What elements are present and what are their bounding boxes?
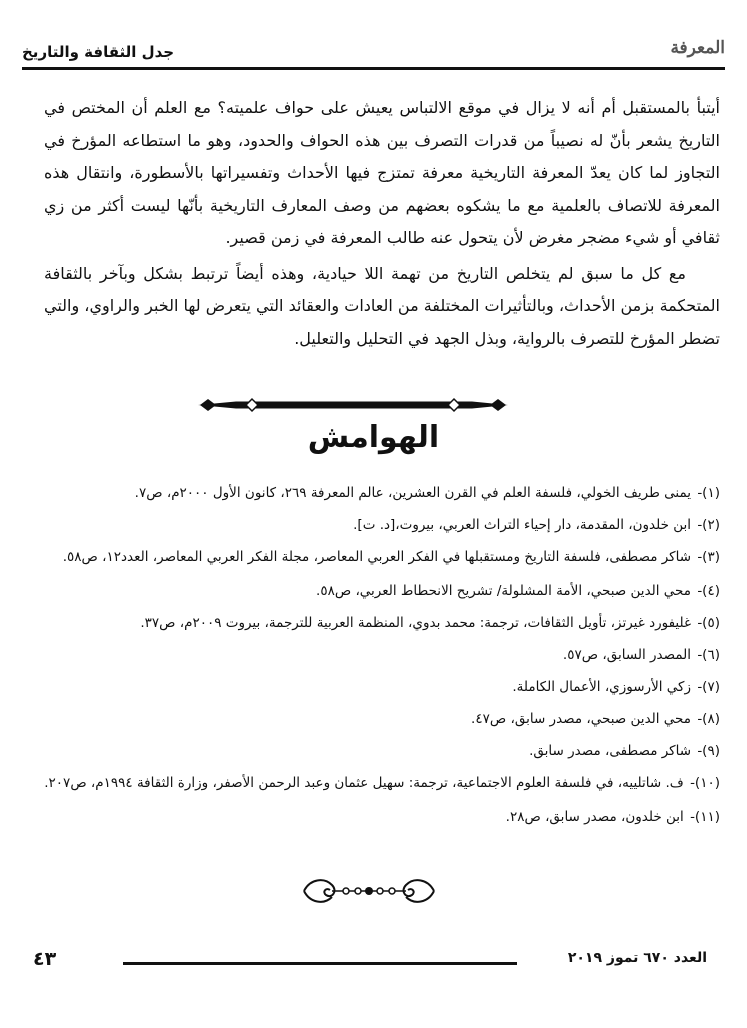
footnote-number: (١١)- bbox=[690, 809, 720, 825]
footnote-text: المصدر السابق، ص٥٧. bbox=[562, 647, 692, 663]
closing-ornament bbox=[296, 873, 442, 909]
footnote-item bbox=[38, 770, 720, 796]
section-divider-ornament bbox=[196, 393, 510, 417]
footnote-item bbox=[38, 642, 720, 668]
footnote-item bbox=[38, 674, 720, 700]
footnote-number: (٣)- bbox=[697, 549, 720, 565]
footnote-number: (١٠)- bbox=[690, 775, 720, 791]
footnote-text: ف. شاتلييه، في فلسفة العلوم الاجتماعية، ترجمة: سهيل عثمان وعبد الرحمن الأصفر، وزارة الثقافة ١٩٩٤م، ص٢٠٧. bbox=[44, 775, 684, 791]
footnote-item bbox=[38, 706, 720, 732]
magazine-logo: المعرفة bbox=[670, 38, 725, 58]
footnote-number: (٧)- bbox=[697, 679, 720, 695]
footnote-item bbox=[38, 480, 720, 506]
footer-rule bbox=[123, 962, 517, 965]
footnotes-list bbox=[38, 480, 720, 836]
footnote-number: (١)- bbox=[697, 485, 720, 501]
body-paragraph-2: مع كل ما سبق لم يتخلص التاريخ من تهمة اللا حيادية، وهذه أيضاً ترتبط بشكل وبآخر بالثقافة المتحكمة بزمن الأحداث، وبالتأثيرات المختلفة من العادات والعقائد التي يتعرض لها الخبر والراوي، والتي تضطر المؤرخ للتصرف بالرواية، وبذل الجهد في التحليل والتعليل. bbox=[44, 263, 720, 348]
footnote-text: غليفورد غيرتز، تأويل الثقافات، ترجمة: محمد بدوي، المنظمة العربية للترجمة، بيروت ٢٠٠٩م، ص٣٧. bbox=[140, 615, 692, 631]
footnote-item bbox=[38, 610, 720, 636]
footnote-number: (٢)- bbox=[697, 517, 720, 533]
notes-heading: الهوامش bbox=[307, 420, 440, 455]
footnote-text: محي الدين صبحي، مصدر سابق، ص٤٧. bbox=[471, 711, 692, 727]
running-header-title: جدل الثقافة والتاريخ bbox=[22, 43, 175, 61]
footnote-item bbox=[38, 804, 720, 830]
footnote-number: (٦)- bbox=[697, 647, 720, 663]
body-paragraph-1: أيتبأ بالمستقبل أم أنه لا يزال في موقع الالتباس يعيش على حواف علميته؟ مع العلم أن المختص في التاريخ يشعر بأنّ له نصيباً من قدرات التصرف بين هذه الحواف والحدود، وهو ما استطاعه المؤرخ في التجاوز لما كان يعدّ المعرفة التاريخية معرفة تمتزج فيها الأحداث وتفسيراتها بالأسطورة، وانتقال هذه المعرفة للاتصاف بالعلمية مع ما يشكوه بعضهم من وصف المعارف التاريخية بأنّها ليست أكثر من زي ثقافي أو شيء مضجر مغرض لأن يتحول عنه طالب المعرفة في زمن قصير. bbox=[44, 98, 720, 247]
footnote-number: (٩)- bbox=[697, 743, 720, 759]
issue-info: العدد ٦٧٠ تموز ٢٠١٩ bbox=[567, 950, 707, 966]
footnote-text: محي الدين صبحي، الأمة المشلولة/ تشريح الانحطاط العربي، ص٥٨. bbox=[316, 583, 692, 599]
article-body bbox=[44, 92, 720, 355]
footnote-number: (٥)- bbox=[697, 615, 720, 631]
footnote-text: يمنى طريف الخولي، فلسفة العلم في القرن العشرين، عالم المعرفة ٢٦٩، كانون الأول ٢٠٠٠م، ص٧. bbox=[134, 485, 692, 501]
footnote-text: شاكر مصطفى، مصدر سابق. bbox=[529, 743, 692, 759]
footnote-item bbox=[38, 578, 720, 604]
footnote-text: ابن خلدون، مصدر سابق، ص٢٨. bbox=[505, 809, 684, 825]
footnote-item bbox=[38, 512, 720, 538]
footnote-item bbox=[38, 544, 720, 570]
footnote-item bbox=[38, 738, 720, 764]
footnote-text: شاكر مصطفى، فلسفة التاريخ ومستقبلها في الفكر العربي المعاصر، مجلة الفكر العربي المعاصر، العدد١٢، ص٥٨. bbox=[62, 549, 692, 565]
footnote-text: ابن خلدون، المقدمة، دار إحياء التراث العربي، بيروت،[د. ت]. bbox=[353, 517, 692, 533]
page-number: ٤٣ bbox=[33, 948, 57, 970]
header-rule bbox=[22, 67, 725, 70]
footnote-text: زكي الأرسوزي، الأعمال الكاملة. bbox=[512, 679, 692, 695]
footnote-number: (٨)- bbox=[697, 711, 720, 727]
footnote-number: (٤)- bbox=[697, 583, 720, 599]
